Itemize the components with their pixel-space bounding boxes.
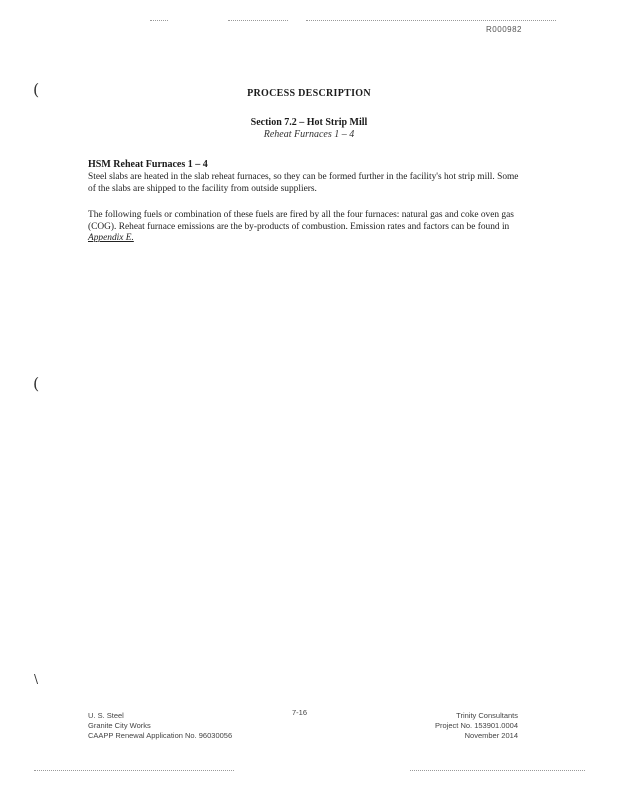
- paragraph-1: Steel slabs are heated in the slab reheat furnaces, so they can be formed further in the facility's hot strip mill. Some of the slabs are shipped to the facility from outside suppliers.: [88, 172, 519, 194]
- paragraph-2-text: The following fuels or combination of these fuels are fired by all the four furnaces: natural gas and coke oven gas (COG). Reheat furnace emissions are the by-products of combustion. Emission rates and factors can be found in: [88, 210, 514, 232]
- document-id: R000982: [486, 25, 522, 34]
- margin-mark-middle: (: [33, 374, 40, 393]
- footer-left: [88, 711, 232, 741]
- scan-artifact-top-2: [228, 20, 288, 22]
- footer-company: U. S. Steel: [88, 711, 124, 720]
- footer-date: November 2014: [464, 731, 518, 740]
- margin-mark-bottom: \: [34, 672, 39, 686]
- footer-project-number: Project No. 153901.0004: [435, 721, 518, 730]
- margin-mark-top: (: [33, 80, 40, 99]
- section-heading: HSM Reheat Furnaces 1 – 4: [88, 159, 208, 170]
- scan-artifact-bottom-2: [410, 770, 585, 772]
- scan-artifact-top-3: [306, 20, 556, 22]
- subsection-title: Reheat Furnaces 1 – 4: [263, 129, 355, 140]
- footer-consultant: Trinity Consultants: [456, 711, 518, 720]
- appendix-e-link[interactable]: Appendix E.: [88, 233, 134, 243]
- footer-facility: Granite City Works: [88, 721, 151, 730]
- section-title: Section 7.2 – Hot Strip Mill: [250, 117, 368, 128]
- scan-artifact-top-1: [150, 20, 168, 22]
- footer-application-number: CAAPP Renewal Application No. 96030056: [88, 731, 233, 740]
- footer-page-number: 7-16: [292, 708, 308, 717]
- footer-right: [435, 711, 518, 741]
- paragraph-2: [88, 210, 528, 245]
- page-title: PROCESS DESCRIPTION: [247, 88, 371, 99]
- scan-artifact-bottom-1: [34, 770, 234, 772]
